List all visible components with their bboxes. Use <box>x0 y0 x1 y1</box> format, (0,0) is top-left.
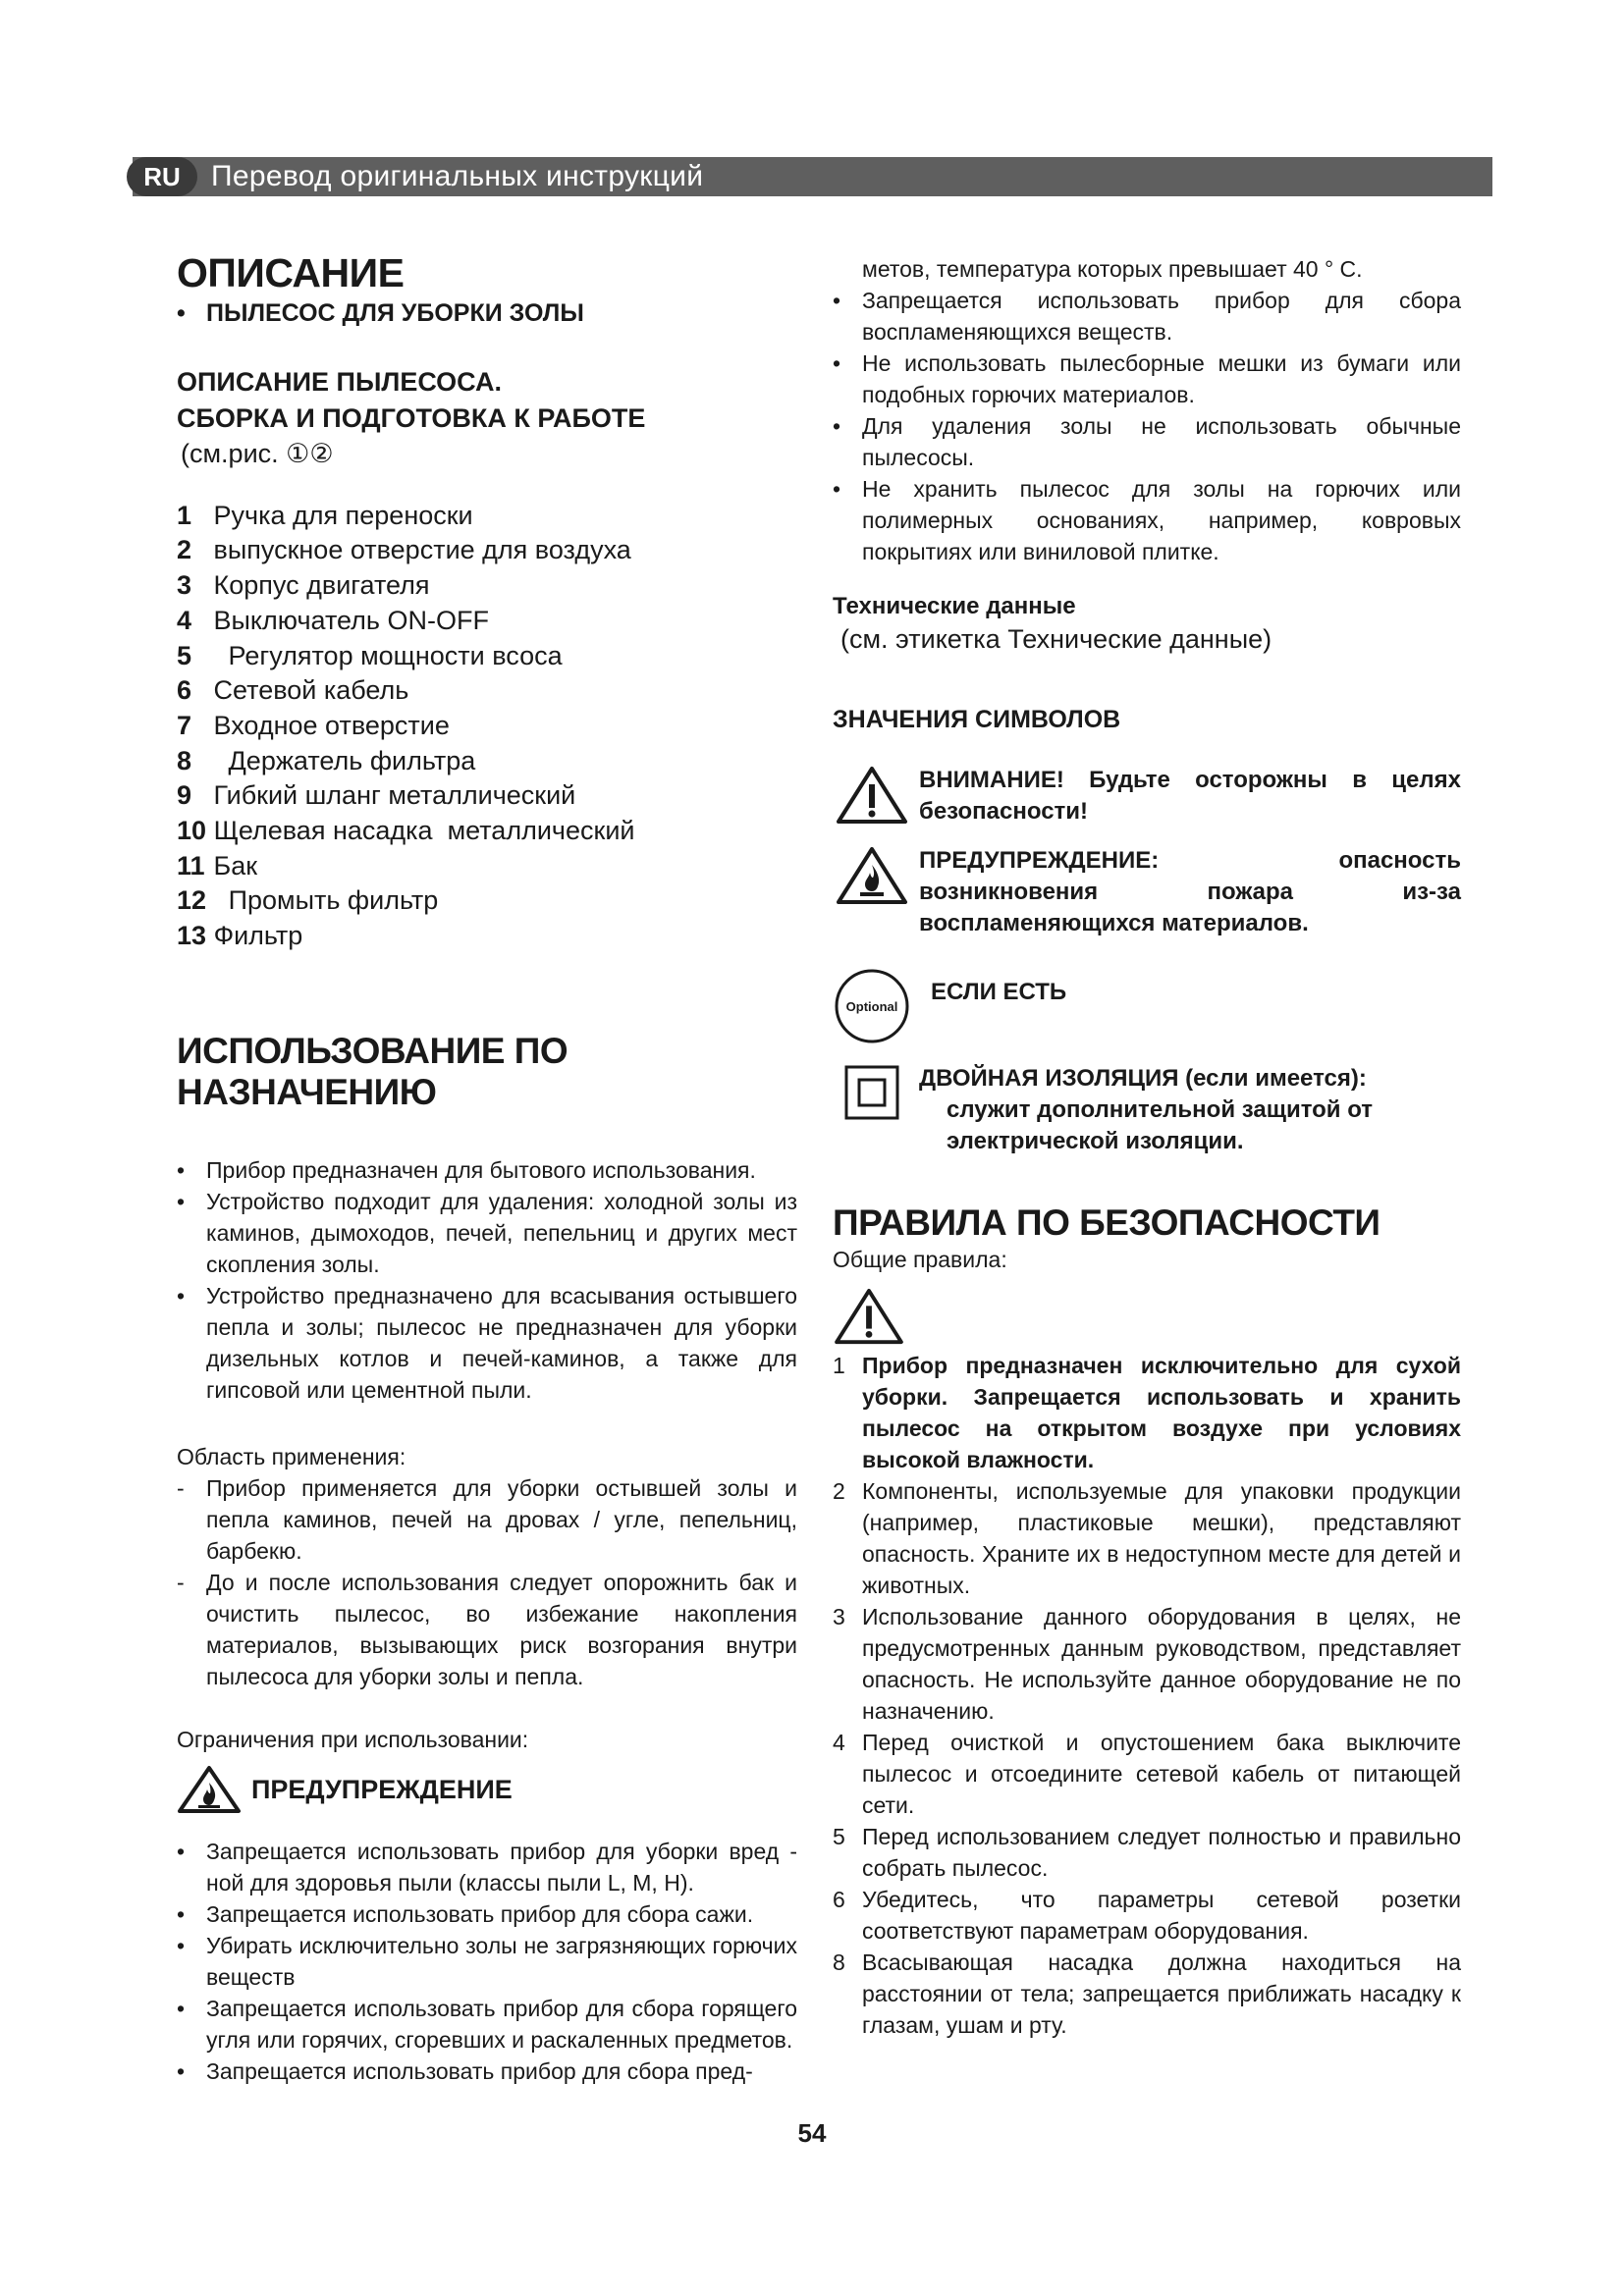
fire-warning-text: ПРЕДУПРЕЖДЕНИЕ: опасность возникновения пожара из-за воспламеняющихся материалов. <box>919 847 1461 937</box>
list-item: 4 Перед очисткой и опустошением бака выключите пылесос и отсоедините сетевой кабель от питающей сети. <box>833 1730 1461 1819</box>
symbol-double-insulation <box>833 1063 1461 1157</box>
list-item: • Запрещается использовать прибор для сбора горящего угля или горячих, сгоревших и раскаленных предметов. <box>177 1995 797 2053</box>
list-item: 12 Промыть фильтр <box>177 885 439 916</box>
list-item: 11 Бак <box>177 850 258 881</box>
description-heading: ОПИСАНИЕ <box>177 250 405 295</box>
optional-text: ЕСЛИ ЕСТЬ <box>931 979 1067 1006</box>
language-badge: RU <box>127 157 197 196</box>
general-rules-label: Общие правила: <box>833 1247 1007 1273</box>
list-item: • Устройство подходит для удаления: холодной золы из каминов, дымоходов, печей, пепельниц и других мест скопления золы. <box>177 1188 797 1277</box>
list-item: 1 Прибор предназначен исключительно для сухой уборки. Запрещается использовать и хранить пылесос на открытом воздухе при условиях высокой влажности. <box>833 1353 1461 1473</box>
tech-data-reference: (см. этикетка Технические данные) <box>840 624 1272 655</box>
list-item: • Не хранить пылесос для золы на горючих или полимерных основаниях, например, ковровых покрытиях или виниловой плитке. <box>833 476 1461 564</box>
see-figure: (см.рис. ①② <box>181 438 334 468</box>
list-item: • Запрещается использовать прибор для сбора пред- <box>177 2057 753 2084</box>
fire-warning-icon <box>833 845 911 906</box>
optional-icon <box>833 967 911 1045</box>
list-item: 5 Перед использованием следует полностью и правильно собрать пылесос. <box>833 1824 1461 1882</box>
list-item: 7 Входное отверстие <box>177 710 450 740</box>
list-item: • Прибор предназначен для бытового использования. <box>177 1156 756 1183</box>
list-item: 10 Щелевая насадка металлический <box>177 816 635 846</box>
double-insulation-icon <box>833 1063 911 1122</box>
subtitle: • ПЫЛЕСОС ДЛЯ УБОРКИ ЗОЛЫ <box>177 299 584 327</box>
warning-label: ПРЕДУПРЕЖДЕНИЕ <box>251 1774 513 1804</box>
right-column <box>833 253 1461 2041</box>
header-bar <box>133 157 1492 196</box>
list-item: - Прибор применяется для уборки остывшей золы и пепла каминов, печей на дровах / угле, пепельниц, барбекю. <box>177 1474 797 1564</box>
assembly-heading-2: СБОРКА И ПОДГОТОВКА К РАБОТЕ <box>177 402 646 433</box>
list-item: 9 Гибкий шланг металлический <box>177 780 576 811</box>
list-item: • Убирать исключительно золы не загрязняющих горючих веществ <box>177 1932 797 1990</box>
symbol-fire-warning <box>833 845 1461 939</box>
list-item: 13 Фильтр <box>177 921 303 951</box>
intended-use-heading: ИСПОЛЬЗОВАНИЕ ПО НАЗНАЧЕНИЮ <box>177 1030 568 1112</box>
list-item: 2 Компоненты, используемые для упаковки продукции (например, пластиковые мешки), представляют опасность. Храните их в недоступном месте для детей и животных. <box>833 1478 1461 1599</box>
optional-badge-text: Optional <box>845 998 898 1014</box>
limits-label: Ограничения при использовании: <box>177 1726 529 1752</box>
list-item: 8 Держатель фильтра <box>177 745 476 775</box>
symbol-attention <box>833 765 1461 828</box>
double-insulation-text: ДВОЙНАЯ ИЗОЛЯЦИЯ (если имеется): служит дополнительной защитой от электрической изоляции. <box>919 1065 1374 1155</box>
warning-triangle-icon <box>833 1287 905 1346</box>
list-item: 5 Регулятор мощности всоса <box>177 640 563 670</box>
list-item: • Для удаления золы не использовать обычные пылесосы. <box>833 413 1461 470</box>
symbol-optional <box>833 967 1461 1045</box>
tech-data-heading: Технические данные <box>833 593 1076 619</box>
left-column <box>177 250 797 2087</box>
list-item: • Запрещается использовать прибор для уборки вред - ной для здоровья пыли (классы пыли L, M, H). <box>177 1838 797 1896</box>
list-item: • Устройство предназначено для всасывания остывшего пепла и золы; пылесос не предназначен для уборки дизельных котлов и печей-каминов, а также для гипсовой или цементной пыли. <box>177 1282 797 1403</box>
page-number: 54 <box>797 2118 827 2148</box>
assembly-heading-1: ОПИСАНИЕ ПЫЛЕСОСА. <box>177 366 503 397</box>
list-item: 4 Выключатель ON-OFF <box>177 605 489 635</box>
fire-warning-icon <box>177 1765 242 1814</box>
list-item: 2 выпускное отверстие для воздуха <box>177 535 631 565</box>
list-item: • Запрещается использовать прибор для сбора воспламеняющихся веществ. <box>833 288 1461 345</box>
symbols-heading: ЗНАЧЕНИЯ СИМВОЛОВ <box>833 706 1121 734</box>
list-item: • Не использовать пылесборные мешки из бумаги или подобных горючих материалов. <box>833 350 1461 407</box>
area-label: Область применения: <box>177 1443 406 1469</box>
parts-list <box>177 499 797 954</box>
continuation-text: метов, температура которых превышает 40 ° С. <box>862 256 1363 282</box>
list-item: • Запрещается использовать прибор для сбора сажи. <box>177 1900 754 1927</box>
header-title: Перевод оригинальных инструкций <box>211 160 704 192</box>
list-item: 3 Использование данного оборудования в целях, не предусмотренных данным руководством, представляет опасность. Не используйте данное оборудование не по назначению. <box>833 1604 1461 1725</box>
warning-row <box>177 1765 797 1814</box>
safety-warning-icon-row <box>833 1287 1461 1346</box>
list-item: - До и после использования следует опорожнить бак и очистить пылесос, во избежание накопления материалов, вызывающих риск возгорания внутри пылесоса для уборки золы и пепла. <box>177 1569 797 1689</box>
list-item: 3 Корпус двигателя <box>177 570 430 601</box>
list-item: 1 Ручка для переноски <box>177 500 473 530</box>
warning-triangle-icon <box>833 765 911 826</box>
attention-text: ВНИМАНИЕ! Будьте осторожны в целях безопасности! <box>919 767 1461 826</box>
list-item: 6 Убедитесь, что параметры сетевой розетки соответствуют параметрам оборудования. <box>833 1887 1461 1945</box>
safety-heading: ПРАВИЛА ПО БЕЗОПАСНОСТИ <box>833 1202 1380 1244</box>
list-item: 6 Сетевой кабель <box>177 675 409 706</box>
list-item: 8 Всасывающая насадка должна находиться на расстоянии от тела; запрещается приближать насадку к глазам, ушам и рту. <box>833 1949 1461 2039</box>
